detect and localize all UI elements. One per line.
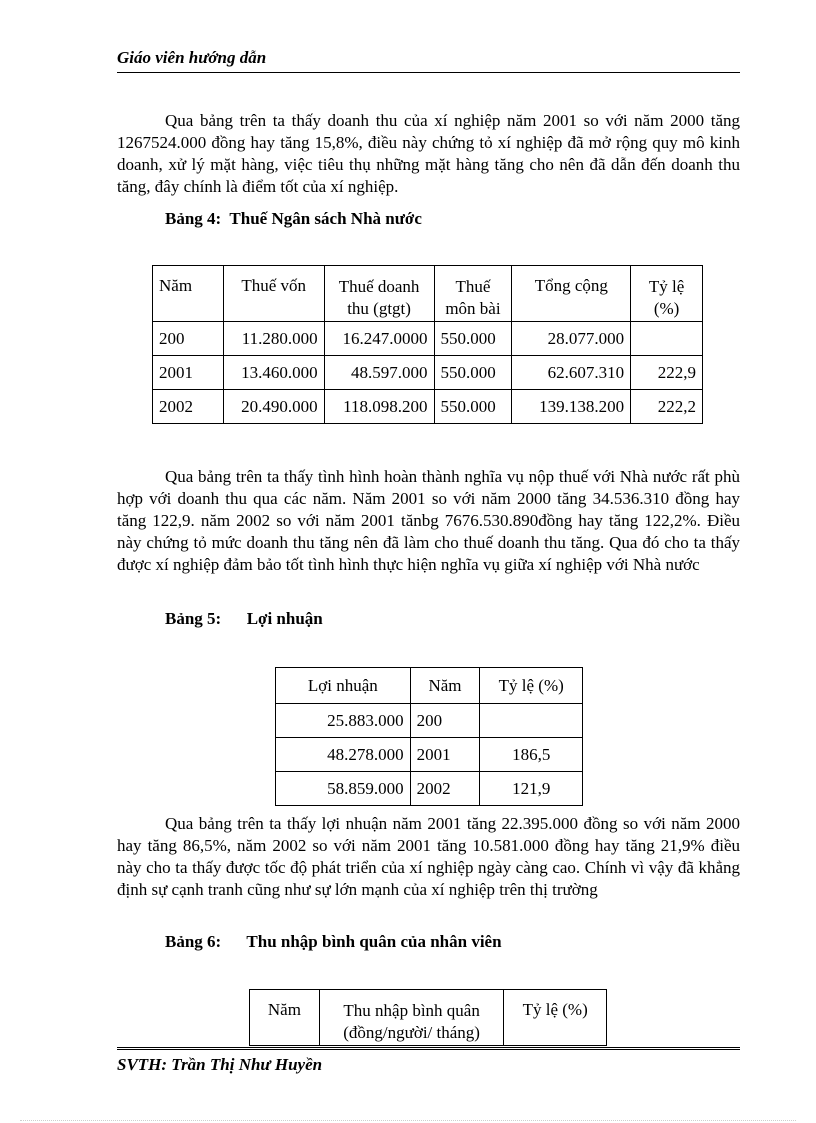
table-cell: 200	[153, 322, 224, 356]
table-cell: 2001	[153, 356, 224, 390]
table-cell: 550.000	[434, 390, 512, 424]
table6-header-cell: Năm	[250, 990, 320, 1046]
table-6	[249, 989, 607, 1046]
table-row	[276, 772, 583, 806]
table5-header-cell: Lợi nhuận	[276, 668, 411, 704]
table4-header-cell: Tỷ lệ (%)	[631, 266, 703, 322]
table4-header-cell: Năm	[153, 266, 224, 322]
table-row	[153, 356, 703, 390]
table-5	[275, 667, 583, 806]
table5-header-row	[276, 668, 583, 704]
paragraph-1	[117, 110, 740, 198]
page-header-title: Giáo viên hướng dẫn	[117, 48, 267, 67]
table-4	[152, 265, 703, 424]
table-cell: 28.077.000	[512, 322, 631, 356]
table-cell: 200	[410, 704, 480, 738]
table4-header-row	[153, 266, 703, 322]
table-cell: 62.607.310	[512, 356, 631, 390]
table4-header-cell: Thuế doanh thu (gtgt)	[324, 266, 434, 322]
table4-caption: Bảng 4: Thuế Ngân sách Nhà nước	[165, 209, 422, 228]
table-cell: 222,9	[631, 356, 703, 390]
table-cell: 25.883.000	[276, 704, 411, 738]
table-cell: 222,2	[631, 390, 703, 424]
paragraph-2	[117, 466, 740, 576]
table-cell: 186,5	[480, 738, 583, 772]
table-cell: 139.138.200	[512, 390, 631, 424]
table6-caption: Bảng 6: Thu nhập bình quân của nhân viên	[165, 932, 502, 951]
table5-header-cell: Năm	[410, 668, 480, 704]
table-cell: 550.000	[434, 356, 512, 390]
page-bottom-dotted-line	[20, 1120, 796, 1121]
table-cell: 58.859.000	[276, 772, 411, 806]
table-cell: 550.000	[434, 322, 512, 356]
table5-caption: Bảng 5: Lợi nhuận	[165, 609, 323, 628]
table-cell: 2002	[153, 390, 224, 424]
table6-header-cell: Thu nhập bình quân (đồng/người/ tháng)	[319, 990, 504, 1046]
table4-header-cell: Thuế môn bài	[434, 266, 512, 322]
footer-rule	[117, 1047, 740, 1050]
paragraph-2-text: Qua bảng trên ta thấy tình hình hoàn thành nghĩa vụ nộp thuế với Nhà nước rất phù hợp với doanh thu qua các năm. Năm 2001 so với năm 2000 tăng 34.536.310 đồng hay tăng 122,9. năm 2002 so với năm 2001 tănbg 7676.530.890đồng hay tăng 122,2%. Điều này chứng tỏ mức doanh thu tăng nên đã làm cho thuế doanh thu tăng. Qua đó cho ta thấy được xí nghiệp đảm bảo tốt tình hình thực hiện nghĩa vụ giữa xí nghiệp với Nhà nước	[117, 467, 740, 574]
table4-header-cell: Thuế vốn	[223, 266, 324, 322]
table5-header-cell: Tỷ lệ (%)	[480, 668, 583, 704]
paragraph-3-text: Qua bảng trên ta thấy lợi nhuận năm 2001 tăng 22.395.000 đồng so với năm 2000 hay tăng 86,5%, năm 2002 so với năm 2001 tăng 10.581.000 đồng hay tăng 21,9% điều này cho ta thấy được tốc độ phát triển của xí nghiệp ngày càng cao. Chính vì vậy đã khẳng định sự cạnh tranh cũng như sự lớn mạnh của xí nghiệp trên thị trường	[117, 814, 740, 899]
table-cell: 13.460.000	[223, 356, 324, 390]
table-cell	[480, 704, 583, 738]
table-cell: 48.278.000	[276, 738, 411, 772]
table6-header-row	[250, 990, 607, 1046]
table-row	[153, 390, 703, 424]
table-cell: 11.280.000	[223, 322, 324, 356]
table-cell: 20.490.000	[223, 390, 324, 424]
table-cell	[631, 322, 703, 356]
paragraph-1-text: Qua bảng trên ta thấy doanh thu của xí nghiệp năm 2001 so với năm 2000 tăng 1267524.000 đồng hay tăng 15,8%, điều này chứng tỏ xí nghiệp đã mở rộng quy mô kinh doanh, xử lý mặt hàng, việc tiêu thụ những mặt hàng tăng cho nên đã dẫn đến doanh thu tăng, đây chính là điểm tốt của xí nghiệp.	[117, 111, 740, 196]
table-row	[276, 704, 583, 738]
paragraph-3	[117, 813, 740, 901]
table-row	[276, 738, 583, 772]
header-rule	[117, 72, 740, 73]
table-cell: 118.098.200	[324, 390, 434, 424]
table-row	[153, 322, 703, 356]
table6-header-cell: Tỷ lệ (%)	[504, 990, 607, 1046]
page-footer-title: SVTH: Trần Thị Như Huyền	[117, 1055, 323, 1074]
table-cell: 121,9	[480, 772, 583, 806]
table-cell: 16.247.0000	[324, 322, 434, 356]
table-cell: 48.597.000	[324, 356, 434, 390]
table4-header-cell: Tổng cộng	[512, 266, 631, 322]
table-cell: 2001	[410, 738, 480, 772]
table-cell: 2002	[410, 772, 480, 806]
